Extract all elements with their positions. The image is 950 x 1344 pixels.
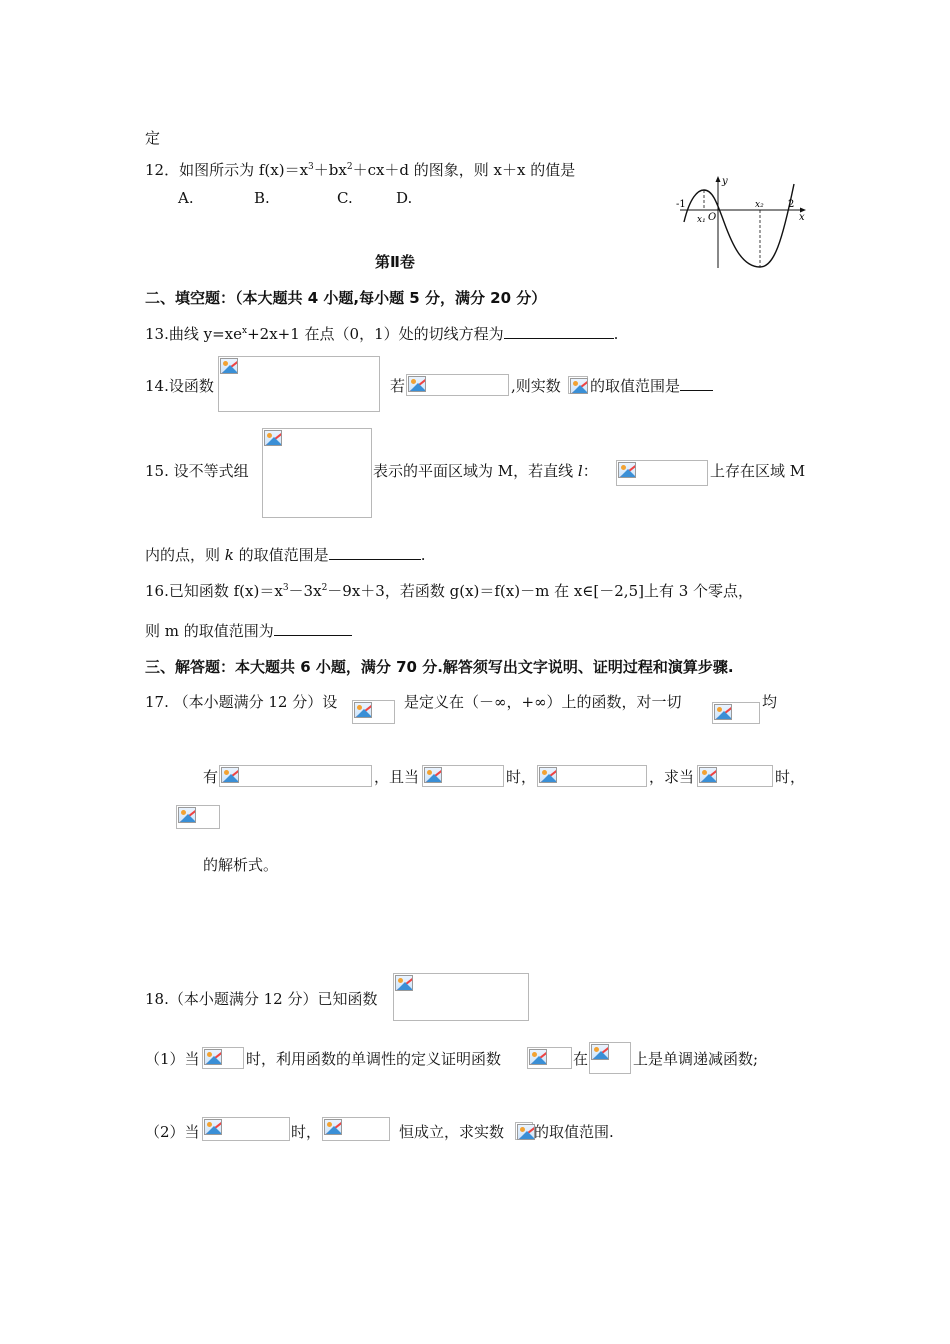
broken-image-icon [204,1119,222,1135]
broken-image-icon [591,1044,609,1060]
graph-label-origin: O [708,212,717,223]
q18-part2-b: 时， [291,1123,322,1141]
q18-part1-b: 时，利用函数的单调性的定义证明函数 [246,1050,502,1068]
q12-text: 12．如图所示为 f(x)＝x [145,161,309,179]
q14-text-d [590,376,713,396]
sup-3: 3 [282,583,289,593]
q14-text-b: 若 [390,377,406,395]
q14-variable-image [568,376,588,394]
broken-image-icon [408,376,426,392]
sup-3: 3 [308,162,314,172]
q17-target-interval-image [697,765,773,787]
part-2-title: 第Ⅱ卷 [375,253,415,271]
q13-text: 13.曲线 y=xe [145,325,243,343]
top-fragment: 定 [145,129,161,147]
q14-condition-image [406,374,509,396]
graph-label-x: x [799,212,805,223]
q17-property-image [219,765,372,787]
cubic-function-graph [672,172,812,272]
q18-part2-d: 的取值范围. [534,1123,614,1141]
q18-part2-condition-image [202,1117,290,1141]
q17-forall-image [712,702,760,724]
q16-text-b: －3x [288,582,322,600]
q18-part2-c: 恒成立，求实数 [399,1123,505,1141]
q14-formula-image [218,356,380,412]
q16-text-c: －9x＋3，若函数 g(x)＝f(x)－m 在 x∈[－2,5]上有 3 个零点， [327,582,754,600]
q18-part1-c: 在 [573,1050,589,1068]
q18-part2-variable-image [515,1122,533,1140]
broken-image-icon [529,1049,547,1065]
broken-image-icon [264,430,282,446]
question-16 [145,581,753,601]
q15-inequality-system-image [262,428,372,518]
question-12 [145,160,575,180]
q12-option-d: D. [396,189,413,207]
broken-image-icon [204,1049,222,1065]
q13-sup: x [242,326,248,336]
graph-label-2: 2 [788,199,795,210]
sup-2: 2 [321,583,328,593]
q15-text-e: 的取值范围是 [238,546,329,564]
graph-label-x2: x₂ [755,200,764,210]
broken-image-icon [618,462,636,478]
q18-part1-a: （1）当 [145,1050,200,1068]
graph-label-x1: x₁ [697,215,706,225]
broken-image-icon [221,767,239,783]
q14-answer-blank [680,376,713,391]
q18-part2-a: （2）当 [145,1123,200,1141]
q17-text-e: ，且当 [374,768,420,786]
broken-image-icon [699,767,717,783]
q18-part1-function-image [527,1047,572,1069]
q17-expression-image [537,765,647,787]
q14-text-d-label: 的取值范围是 [590,377,681,395]
q17-interval-image [422,765,504,787]
broken-image-icon [395,975,413,991]
question-13 [145,324,618,344]
q12-option-b: B. [254,189,270,207]
q15-text-b [373,461,598,481]
q14-text-a: 14.设函数 [145,377,214,395]
q12-text-a: ＋bx [313,161,347,179]
q17-text-f: 时， [506,768,537,786]
q16-text-d-label: 则 m 的取值范围为 [145,622,274,640]
q18-part1-d: 上是单调递减函数; [633,1050,759,1068]
broken-image-icon [539,767,557,783]
q17-fx-image [176,805,220,829]
q13-answer-blank [504,324,614,339]
q18-text-a: 18.（本小题满分 12 分）已知函数 [145,990,378,1008]
q17-function-image [352,700,395,724]
q15-text-d [145,545,425,565]
q17-text-g: ，求当 [649,768,695,786]
graph-label-neg1: -1 [676,199,686,210]
q15-colon: ： [582,462,598,480]
q17-text-c: 均 [762,693,778,711]
q12-text-b: ＋cx＋d 的图象，则 x＋x 的值是 [352,161,576,179]
q15-end: . [420,546,426,564]
q15-line-equation-image [616,460,708,486]
broken-image-icon [354,702,372,718]
q18-part1-interval-image [589,1042,631,1074]
q16-text-d [145,621,352,641]
q15-line-symbol: l [577,462,583,480]
broken-image-icon [570,378,588,394]
broken-image-icon [517,1124,535,1140]
q17-text-h: 时， [775,768,806,786]
q17-text-d: 有 [203,768,219,786]
q12-option-c: C. [337,189,353,207]
q18-function-image [393,973,529,1021]
broken-image-icon [424,767,442,783]
q16-text-a: 16.已知函数 f(x)＝x [145,582,283,600]
broken-image-icon [714,704,732,720]
q12-option-a: A. [178,189,194,207]
q17-text-b: 是定义在（－∞，+∞）上的函数，对一切 [404,693,682,711]
q15-k-symbol: k [224,546,234,564]
q18-part1-condition-image [202,1047,244,1069]
section-2-title: 二、填空题：（本大题共 4 小题,每小题 5 分，满分 20 分） [145,289,547,307]
q13-end: . [613,325,619,343]
broken-image-icon [178,807,196,823]
graph-label-y: y [722,176,728,187]
q15-text-d-label: 内的点，则 [145,546,221,564]
q15-answer-blank [329,545,421,560]
broken-image-icon [324,1119,342,1135]
q15-text-c: 上存在区域 M [710,462,806,480]
q15-text-a: 15. 设不等式组 [145,462,249,480]
q17-text-i: 的解析式。 [203,856,279,874]
q16-answer-blank [274,621,352,636]
q18-part2-inequality-image [322,1117,390,1141]
q13-text-rest: +2x+1 在点（0，1）处的切线方程为 [247,325,504,343]
q15-text-b-label: 表示的平面区域为 M，若直线 [373,462,574,480]
q14-text-c: ,则实数 [511,377,561,395]
sup-2: 2 [346,162,353,172]
section-3-title: 三、解答题：本大题共 6 小题，满分 70 分.解答须写出文字说明、证明过程和演算步骤. [145,658,734,676]
q17-text-a: 17. （本小题满分 12 分）设 [145,693,338,711]
broken-image-icon [220,358,238,374]
